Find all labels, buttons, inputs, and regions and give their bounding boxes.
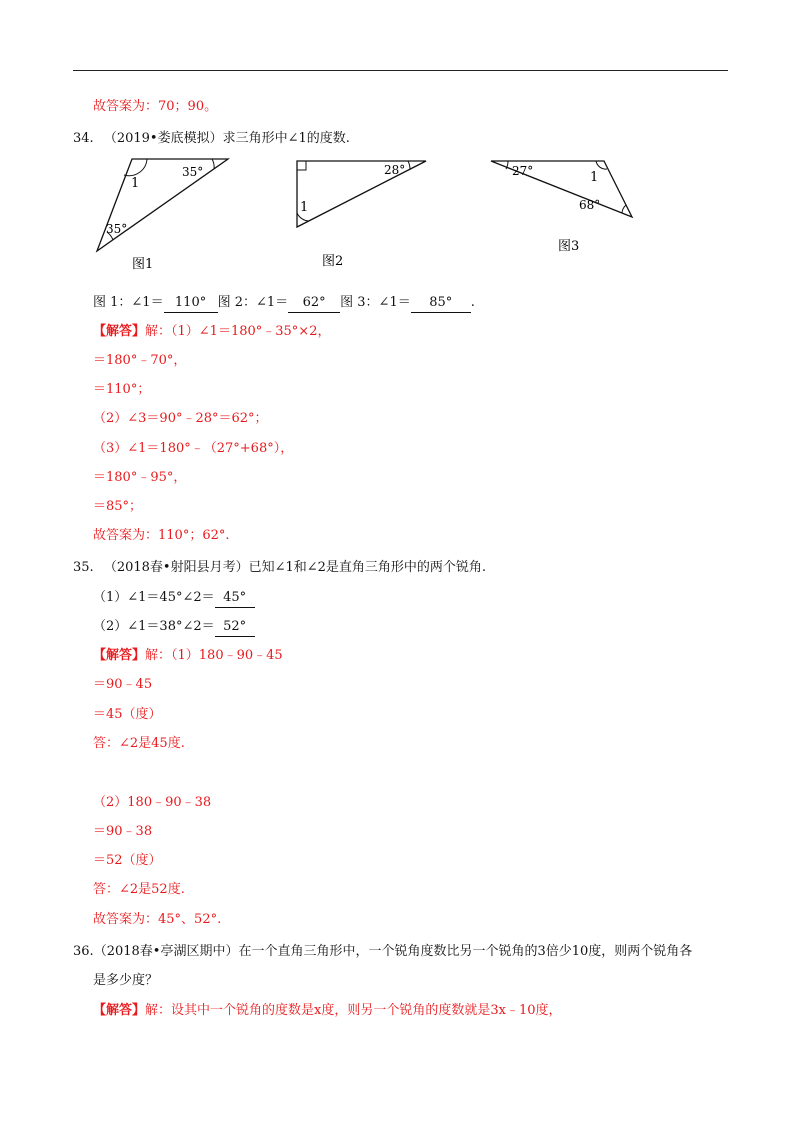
angle-arc: [408, 161, 410, 169]
sub-question-1: [93, 589, 255, 608]
fig1-angle-right-label: 35°: [182, 165, 204, 179]
solution-35-line-1: [93, 647, 283, 665]
solution-tag: 【解答】: [93, 1003, 146, 1018]
solution-35-line-4: 答：∠2是45度.: [93, 736, 185, 751]
fig1-angle-1-label: 1: [131, 176, 140, 191]
question-source: （2018春•射阳县月考）: [103, 560, 249, 575]
solution-text: 解：（1）∠1＝180°﹣35°×2，: [145, 324, 331, 339]
question-text: 已知∠1和∠2是直角三角形中的两个锐角.: [248, 560, 487, 575]
solution-text: 解：设其中一个锐角的度数是x度，则另一个锐角的度数就是3x﹣10度，: [145, 1003, 562, 1018]
fig3-angle-bottom-label: 68°: [579, 198, 601, 212]
right-angle-mark: [297, 161, 306, 170]
question-36: [73, 943, 692, 961]
figure-1: [92, 153, 237, 273]
figure-2: [292, 155, 432, 273]
fig3-angle-left-label: 27°: [512, 164, 534, 178]
solution-35-line-5: （2）180﹣90﹣38: [93, 795, 212, 810]
fig1-caption: 图1: [132, 257, 154, 272]
question-number: 36.: [73, 944, 94, 959]
angle-arc: [212, 159, 214, 169]
triangle-2: [297, 161, 426, 227]
triangle-1: [97, 159, 228, 251]
fill-answer-2: 62°: [288, 294, 340, 313]
sub-question-prefix: （2）∠1＝38°∠2＝: [93, 619, 215, 634]
solution-tag: 【解答】: [93, 648, 146, 663]
answer-33: 故答案为：70；90。: [93, 99, 218, 114]
question-source: （2019•娄底模拟）: [103, 131, 223, 146]
question-number: 34.: [73, 131, 94, 146]
fill-end: .: [470, 295, 475, 310]
sub-question-answer: 52°: [215, 618, 255, 637]
fill-prompt-2: 图 2：∠1＝: [217, 295, 289, 310]
solution-34-line-8: 故答案为：110°；62°.: [93, 528, 230, 543]
solution-35-line-3: ＝45（度）: [93, 707, 162, 722]
fig2-angle-1-label: 1: [300, 200, 309, 215]
angle-arc: [622, 205, 626, 213]
fig3-caption: 图3: [558, 239, 580, 254]
fig2-angle-label: 28°: [384, 163, 406, 177]
solution-34-line-7: ＝85°；: [93, 499, 143, 514]
sub-question-2: [93, 618, 255, 637]
solution-34-line-5: （3）∠1＝180°﹣（27°+68°），: [93, 441, 294, 456]
fig1-angle-left-label: 35°: [106, 222, 128, 236]
solution-35-line-2: ＝90﹣45: [93, 677, 153, 692]
solution-34-line-3: ＝110°；: [93, 382, 151, 397]
solution-34-line-1: [93, 323, 330, 341]
solution-34-line-6: ＝180°﹣95°，: [93, 470, 187, 485]
solution-35-line-6: ＝90﹣38: [93, 824, 153, 839]
solution-35-line-9: 故答案为：45°、52°.: [93, 912, 222, 927]
figure-3: [488, 157, 638, 257]
fill-prompt-1: 图 1：∠1＝: [93, 295, 164, 310]
fill-prompt-3: 图 3：∠1＝: [340, 295, 411, 310]
question-text: 在一个直角三角形中，一个锐角度数比另一个锐角的3倍少10度，则两个锐角各: [238, 944, 693, 959]
sub-question-answer: 45°: [215, 589, 255, 608]
question-number: 35.: [73, 560, 94, 575]
question-36-line-2: 是多少度？: [93, 973, 159, 988]
header-rule: [73, 70, 728, 71]
question-35: [73, 559, 486, 577]
question-text: 求三角形中∠1的度数.: [222, 131, 350, 146]
solution-text: 解：（1）180﹣90﹣45: [145, 648, 283, 663]
question-34: [73, 130, 350, 148]
solution-35-line-7: ＝52（度）: [93, 853, 162, 868]
angle-arc: [124, 159, 147, 176]
fill-answer-1: 110°: [164, 294, 218, 313]
solution-34-line-2: ＝180°﹣70°，: [93, 353, 187, 368]
solution-tag: 【解答】: [93, 324, 146, 339]
solution-36-line-1: [93, 1002, 562, 1020]
fig2-caption: 图2: [322, 254, 344, 269]
fill-blanks-34: [93, 294, 475, 313]
question-source: （2018春•亭湖区期中）: [93, 944, 239, 959]
solution-35-line-8: 答：∠2是52度.: [93, 882, 185, 897]
solution-34-line-4: （2）∠3＝90°﹣28°＝62°；: [93, 411, 268, 426]
sub-question-prefix: （1）∠1＝45°∠2＝: [93, 590, 215, 605]
fig3-angle-1-label: 1: [590, 170, 599, 185]
fill-answer-3: 85°: [411, 294, 471, 313]
